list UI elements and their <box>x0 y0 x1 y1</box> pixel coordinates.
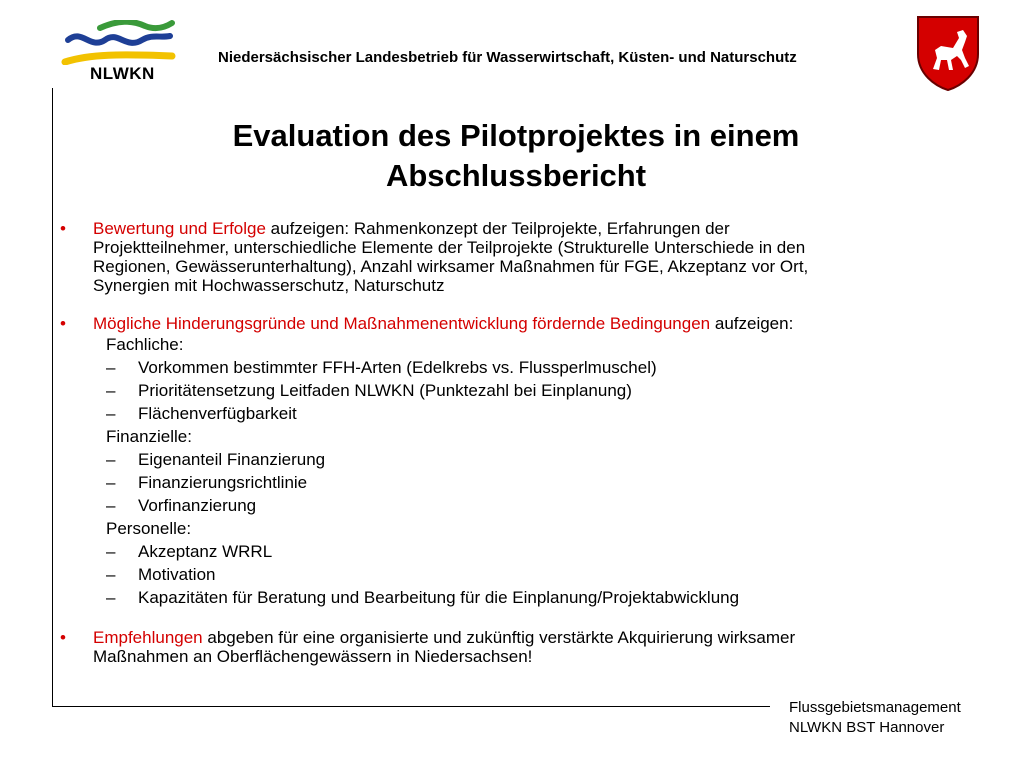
bottom-divider-line <box>52 706 770 707</box>
sub-heading-finanzielle: Finanzielle: <box>106 427 192 446</box>
left-divider-line <box>52 88 53 706</box>
list-item: – Prioritätensetzung Leitfaden NLWKN (Punktezahl bei Einplanung) <box>106 381 632 400</box>
bullet-highlight: Bewertung und Erfolge <box>93 219 266 238</box>
list-item: – Vorfinanzierung <box>106 496 257 515</box>
horse-crest-icon <box>915 14 981 92</box>
title-line-1: Evaluation des Pilotprojektes in einem <box>232 118 800 153</box>
title-line-2: Abschlussbericht <box>385 158 647 193</box>
footer-line-2: NLWKN BST Hannover <box>789 719 945 736</box>
bullet-marker: • <box>60 314 66 333</box>
bullet-evaluation: • Bewertung und Erfolge aufzeigen: Rahmenkonzept der Teilprojekte, Erfahrungen der Projektteilnehmer, unterschiedliche Elemente der Teilprojekte (Strukturelle Unterschiede in den Regionen, Gewässerunterhaltung), Anzahl wirksamer Maßnahmen für FGE, Akzeptanz vor Ort, Synergien mit Hochwasserschutz, Naturschutz <box>60 219 809 295</box>
footer-line-1: Flussgebietsmanagement <box>789 699 961 716</box>
lower-saxony-crest <box>915 14 981 92</box>
list-item: – Kapazitäten für Beratung und Bearbeitung für die Einplanung/Projektabwicklung <box>106 588 740 607</box>
slide-title <box>60 116 972 196</box>
logo-text: NLWKN <box>90 64 155 83</box>
bullet-recommendations: • Empfehlungen abgeben für eine organisierte und zukünftig verstärkte Akquirierung wirksamer Maßnahmen an Oberflächengewässern in Niedersachsen! <box>60 628 796 666</box>
slide-content <box>60 219 960 666</box>
bullet-highlight: Empfehlungen <box>93 628 203 647</box>
wave-logo-icon <box>60 20 180 65</box>
list-item: – Finanzierungsrichtlinie <box>106 473 308 492</box>
list-item: – Flächenverfügbarkeit <box>106 404 297 423</box>
bullet-marker: • <box>60 628 66 647</box>
list-item: – Akzeptanz WRRL <box>106 542 273 561</box>
list-item: – Eigenanteil Finanzierung <box>106 450 326 469</box>
nlwkn-logo <box>60 20 180 90</box>
sub-heading-personelle: Personelle: <box>106 519 192 538</box>
bullet-hindrances: • Mögliche Hinderungsgründe und Maßnahmenentwicklung fördernde Bedingungen aufzeigen: <box>60 314 794 333</box>
organization-name: Niedersächsischer Landesbetrieb für Wasserwirtschaft, Küsten- und Naturschutz <box>218 49 797 66</box>
bullet-highlight: Mögliche Hinderungsgründe und Maßnahmenentwicklung fördernde Bedingungen <box>93 314 711 333</box>
list-item: – Vorkommen bestimmter FFH-Arten (Edelkrebs vs. Flussperlmuschel) <box>106 358 657 377</box>
footer-note <box>789 698 961 738</box>
sub-heading-fachliche: Fachliche: <box>106 335 184 354</box>
bullet-marker: • <box>60 219 66 238</box>
list-item: – Motivation <box>106 565 216 584</box>
